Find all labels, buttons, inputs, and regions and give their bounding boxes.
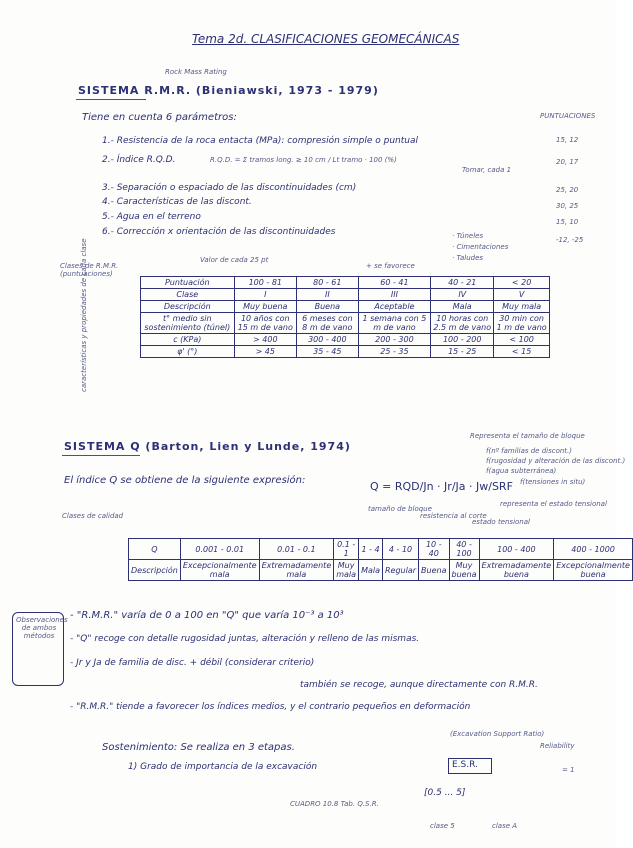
- table-cell: Regular: [383, 560, 419, 581]
- table-cell: 10 - 40: [419, 539, 449, 560]
- esr-range: [0.5 ... 5]: [424, 788, 466, 798]
- rmr-score-2: 20, 17: [556, 158, 579, 166]
- rmr-param-2: 2.- Índice R.Q.D.: [102, 155, 176, 165]
- rmr-param-4: 4.- Características de las discont.: [102, 197, 252, 207]
- table-row: [141, 334, 550, 346]
- table-cell: Aceptable: [358, 301, 431, 313]
- rmr-param-6: 6.- Corrección x orientación de las discontinuidades: [102, 227, 336, 237]
- footer-right-note2: Reliability: [540, 742, 575, 750]
- rmr-score-1: 15, 12: [556, 136, 579, 144]
- rmr-score-6: -12, -25: [556, 236, 584, 244]
- q-annotation-resistencia: resistencia al corte: [420, 512, 487, 520]
- notes-side-label: Observaciones de ambos métodos: [16, 616, 68, 640]
- table-row-header-cell: Q: [129, 539, 181, 560]
- table-row: [141, 277, 550, 289]
- note-line-5: - "R.M.R." tiende a favorecer los índices medios, y el contrario pequeños en deformación: [70, 702, 471, 712]
- notes-side-box: [12, 612, 68, 686]
- q-heading-underline: [62, 455, 140, 456]
- rqd-formula: R.Q.D. = Σ tramos long. ≥ 10 cm / Lt tramo · 100 (%): [210, 156, 397, 164]
- q-annotation-tensiones: f(tensiones in situ): [520, 478, 586, 486]
- table-cell: 80 - 61: [297, 277, 359, 289]
- table-cell: 0.01 - 0.1: [259, 539, 334, 560]
- footer-class-a: clase A: [492, 822, 518, 830]
- table-cell: < 100: [494, 334, 550, 346]
- rmr-table-top-note2: + se favorece: [366, 262, 415, 270]
- table-cell: Mala: [359, 560, 383, 581]
- q-system-heading: SISTEMA Q (Barton, Lien y Lunde, 1974): [64, 440, 351, 453]
- rmr-score-3: 25, 20: [556, 186, 579, 194]
- table-row-header-cell: t° medio sin sostenimiento (túnel): [141, 313, 235, 334]
- note-line-1: - "R.M.R." varía de 0 a 100 en "Q" que varía 10⁻³ a 10³: [70, 610, 344, 621]
- table-cell: 300 - 400: [297, 334, 359, 346]
- rmr-table-side-label: Clases de R.M.R. (puntuaciones): [60, 262, 119, 278]
- q-annotation-tamano: tamaño de bloque: [368, 505, 432, 513]
- note-line-4: también se recoge, aunque directamente con R.M.R.: [300, 680, 538, 690]
- q-formula: Q = RQD/Jn · Jr/Ja · Jw/SRF: [370, 480, 513, 493]
- footer-class-5: clase 5: [430, 822, 455, 830]
- table-cell: Muy mala: [494, 301, 550, 313]
- rmr-classification-table: [140, 276, 550, 358]
- table-cell: < 15: [494, 346, 550, 358]
- table-cell: 35 - 45: [297, 346, 359, 358]
- rmr-score-5: 15, 10: [556, 218, 579, 226]
- table-cell: 15 - 25: [431, 346, 494, 358]
- table-row: [129, 539, 633, 560]
- table-row-header-cell: Descripción: [129, 560, 181, 581]
- rmr-param-1: 1.- Resistencia de la roca entacta (MPa): compresión simple o puntual: [102, 136, 418, 146]
- table-cell: I: [234, 289, 296, 301]
- table-cell: > 400: [234, 334, 296, 346]
- footer-cuadro: CUADRO 10.8 Tab. Q.S.R.: [290, 800, 379, 808]
- table-cell: 100 - 200: [431, 334, 494, 346]
- q-annotation-block-size: Representa el tamaño de bloque: [470, 432, 585, 440]
- rmr-table-top-note: Valor de cada 25 pt: [200, 256, 269, 264]
- table-cell: Buena: [419, 560, 449, 581]
- table-cell: 0.001 - 0.01: [180, 539, 259, 560]
- table-row-header-cell: Descripción: [141, 301, 235, 313]
- orientation-item-tuneles: · Túneles: [452, 232, 484, 240]
- note-line-3: - Jr y Ja de familia de disc. + débil (considerar criterio): [70, 658, 315, 668]
- table-cell: IV: [431, 289, 494, 301]
- table-cell: 4 - 10: [383, 539, 419, 560]
- esr-label: E.S.R.: [452, 760, 478, 770]
- q-intro: El índice Q se obtiene de la siguiente expresión:: [64, 475, 306, 486]
- table-cell: 6 meses con 8 m de vano: [297, 313, 359, 334]
- table-cell: Mala: [431, 301, 494, 313]
- footer-grado: 1) Grado de importancia de la excavación: [128, 762, 318, 772]
- q-annotation-rugosidad: f(rugosidad y alteración de las discont.): [486, 457, 626, 465]
- rmr-param-5: 5.- Agua en el terreno: [102, 212, 201, 222]
- table-cell: Excepcionalmente buena: [554, 560, 633, 581]
- table-row: [141, 313, 550, 334]
- orientation-item-cimentaciones: · Cimentaciones: [452, 243, 509, 251]
- q-annotation-estado: estado tensional: [472, 518, 530, 526]
- table-row-header-cell: c (KPa): [141, 334, 235, 346]
- q-classification-table: [128, 538, 633, 581]
- q-annotation-agua: f(agua subterránea): [486, 467, 557, 475]
- table-cell: III: [358, 289, 431, 301]
- table-cell: > 45: [234, 346, 296, 358]
- table-row-header-cell: φ' (°): [141, 346, 235, 358]
- table-row: [129, 560, 633, 581]
- table-cell: 10 horas con 2.5 m de vano: [431, 313, 494, 334]
- table-cell: 1 semana con 5 m de vano: [358, 313, 431, 334]
- table-cell: V: [494, 289, 550, 301]
- table-cell: Muy mala: [334, 560, 359, 581]
- esr-equation: = 1: [562, 766, 575, 774]
- table-cell: 100 - 81: [234, 277, 296, 289]
- q-annotation-estado-tensional: representa el estado tensional: [500, 500, 607, 508]
- table-cell: Excepcionalmente mala: [180, 560, 259, 581]
- table-cell: 30 min con 1 m de vano: [494, 313, 550, 334]
- table-cell: 10 años con 15 m de vano: [234, 313, 296, 334]
- table-cell: II: [297, 289, 359, 301]
- table-row-header-cell: Puntuación: [141, 277, 235, 289]
- table-cell: Buena: [297, 301, 359, 313]
- table-cell: 40 - 21: [431, 277, 494, 289]
- rmr-system-heading: SISTEMA R.M.R. (Bieniawski, 1973 - 1979): [78, 84, 379, 97]
- table-row: [141, 301, 550, 313]
- table-cell: 1 - 4: [359, 539, 383, 560]
- table-cell: 200 - 300: [358, 334, 431, 346]
- table-cell: 25 - 35: [358, 346, 431, 358]
- table-cell: Muy buena: [449, 560, 479, 581]
- table-cell: Extremadamente buena: [479, 560, 554, 581]
- table-row: [141, 289, 550, 301]
- note-line-2: - "Q" recoge con detalle rugosidad juntas, alteración y relleno de las mismas.: [70, 634, 420, 644]
- table-cell: 100 - 400: [479, 539, 554, 560]
- footer-right-note: (Excavation Support Ratio): [450, 730, 545, 738]
- table-row: [141, 346, 550, 358]
- rmr-heading-underline: [76, 99, 146, 100]
- page-title: Tema 2d. CLASIFICACIONES GEOMECÁNICAS: [192, 32, 460, 46]
- rmr-score-header: PUNTUACIONES: [540, 112, 596, 120]
- q-table-side-label: Clases de calidad: [62, 512, 124, 520]
- rmr-param-3: 3.- Separación o espaciado de las discontinuidades (cm): [102, 183, 357, 193]
- rmr-score-4: 30, 25: [556, 202, 579, 210]
- orientation-item-taludes: · Taludes: [452, 254, 484, 262]
- table-cell: 60 - 41: [358, 277, 431, 289]
- rmr-vertical-label: características y propiedades de cada clase: [80, 238, 88, 392]
- table-cell: < 20: [494, 277, 550, 289]
- rmr-annotation: Rock Mass Rating: [165, 68, 227, 76]
- table-cell: Extremadamente mala: [259, 560, 334, 581]
- rqd-note: Tomar, cada 1: [462, 166, 512, 174]
- table-cell: 40 - 100: [449, 539, 479, 560]
- q-annotation-familias: f(nº familias de discont.): [486, 447, 573, 455]
- table-cell: 0.1 - 1: [334, 539, 359, 560]
- table-row-header-cell: Clase: [141, 289, 235, 301]
- table-cell: 400 - 1000: [554, 539, 633, 560]
- rmr-intro: Tiene en cuenta 6 parámetros:: [82, 112, 237, 123]
- footer-sostenimiento: Sostenimiento: Se realiza en 3 etapas.: [102, 742, 295, 753]
- table-cell: Muy buena: [234, 301, 296, 313]
